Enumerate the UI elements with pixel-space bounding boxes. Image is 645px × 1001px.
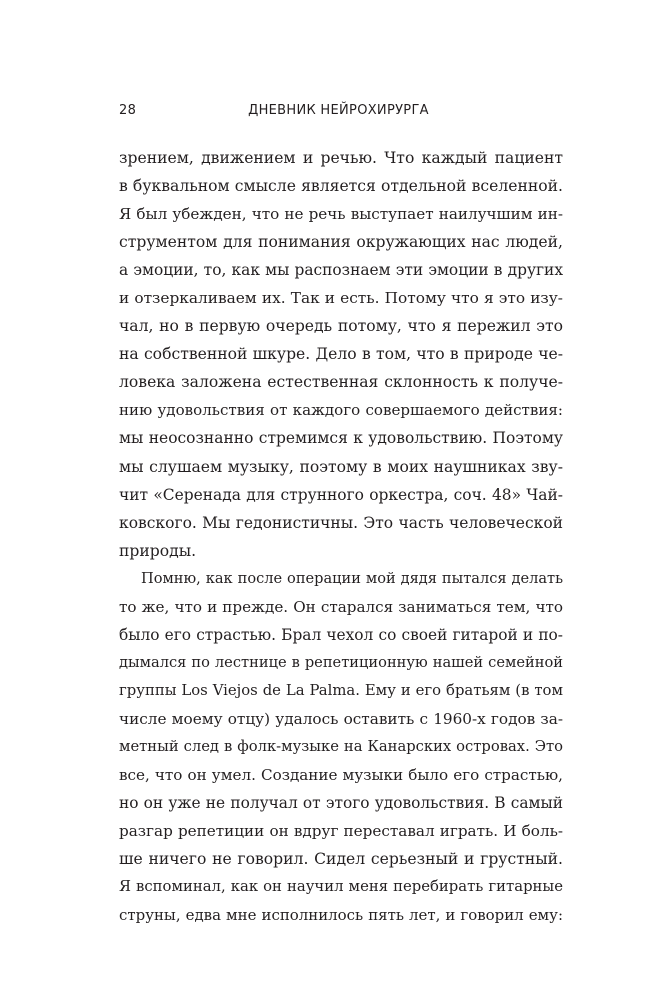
paragraph-1 xyxy=(119,144,563,565)
text-line: все, что он умел. Создание музыки было его страстью, xyxy=(119,766,563,785)
text-line: природы. xyxy=(119,541,197,560)
text-line: и отзеркаливаем их. Так и есть. Потому что я это изу- xyxy=(119,289,563,308)
text-line: зрением, движением и речью. Что каждый пациент xyxy=(119,149,563,167)
text-line: Помню, как после операции мой дядя пытался делать xyxy=(141,569,563,587)
text-line: на собственной шкуре. Дело в том, что в природе че- xyxy=(119,345,563,364)
text-line: струны, едва мне исполнилось пять лет, и говорил ему: xyxy=(119,906,563,925)
text-line: разгар репетиции он вдруг переставал играть. И боль- xyxy=(119,822,563,841)
body-text xyxy=(119,144,563,929)
text-line: было его страстью. Брал чехол со своей гитарой и по- xyxy=(119,625,563,644)
running-title: ДНЕВНИК НЕЙРОХИРУРГА xyxy=(248,103,429,118)
text-line: а эмоции, то, как мы распознаем эти эмоции в других xyxy=(119,261,563,280)
text-line: Я вспоминал, как он научил меня перебирать гитарные xyxy=(119,878,563,896)
text-line: метный след в фолк-музыке на Канарских островах. Это xyxy=(119,737,563,755)
text-line: но он уже не получал от этого удовольствия. В самый xyxy=(119,794,563,813)
text-line: Я был убежден, что не речь выступает наилучшим ин- xyxy=(119,205,563,224)
text-line: чал, но в первую очередь потому, что я пережил это xyxy=(119,317,563,336)
text-line: то же, что и прежде. Он старался заниматься тем, что xyxy=(119,597,563,616)
text-line: чит «Серенада для струнного оркестра, соч. 48» Чай- xyxy=(119,485,563,504)
text-line: мы слушаем музыку, поэтому в моих наушниках зву- xyxy=(119,457,563,476)
text-line: мы неосознанно стремимся к удовольствию. Поэтому xyxy=(119,429,563,448)
text-line: дымался по лестнице в репетиционную нашей семейной xyxy=(119,653,563,671)
text-line: группы Los Viejos de La Palma. Ему и его братьям (в том xyxy=(119,681,563,699)
text-line: ше ничего не говорил. Сидел серьезный и грустный. xyxy=(119,850,563,869)
text-line: ковского. Мы гедонистичны. Это часть человеческой xyxy=(119,513,563,532)
text-line: в буквальном смысле является отдельной вселенной. xyxy=(119,177,563,196)
text-line: ловека заложена естественная склонность к получе- xyxy=(119,373,563,392)
running-head xyxy=(119,103,558,123)
text-line: струментом для понимания окружающих нас людей, xyxy=(119,233,563,252)
paragraph-2 xyxy=(119,565,563,930)
text-line: числе моему отцу) удалось оставить с 1960-х годов за- xyxy=(119,709,563,728)
text-line: нию удовольствия от каждого совершаемого действия: xyxy=(119,401,563,420)
page-number: 28 xyxy=(119,103,137,118)
